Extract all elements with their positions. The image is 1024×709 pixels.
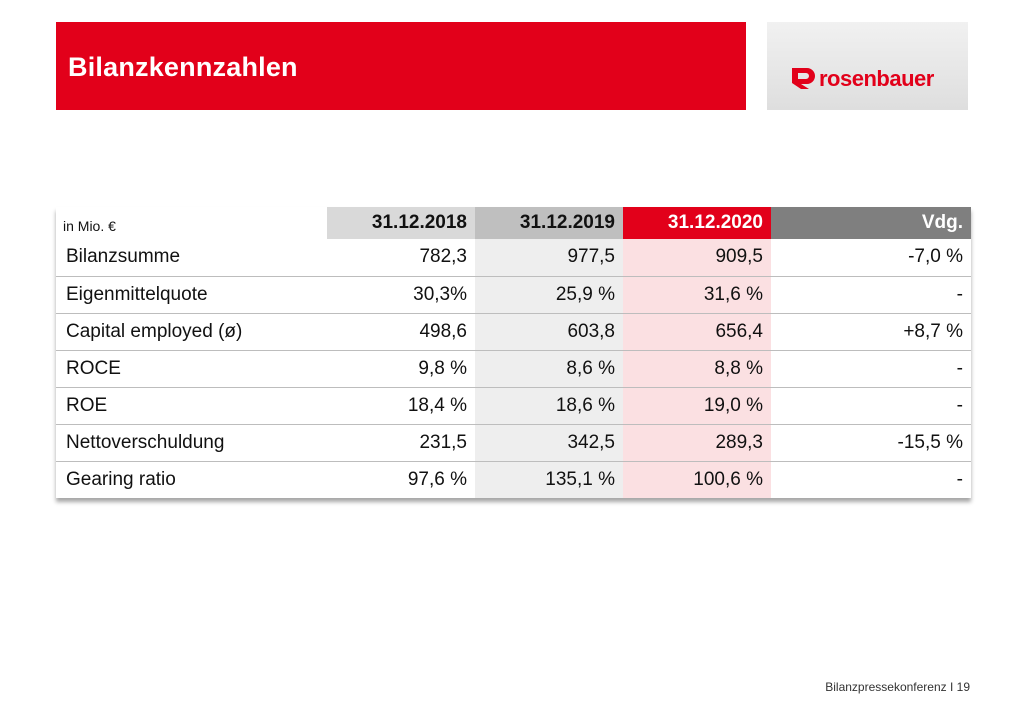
cell-change: -7,0 % — [771, 239, 971, 276]
table-row — [56, 276, 971, 313]
cell-2019: 18,6 % — [475, 387, 623, 424]
column-header-2020: 31.12.2020 — [623, 207, 771, 239]
cell-change: - — [771, 461, 971, 498]
row-label: Capital employed (ø) — [56, 313, 327, 350]
unit-label: in Mio. € — [56, 207, 327, 239]
cell-change: - — [771, 350, 971, 387]
cell-2020: 289,3 — [623, 424, 771, 461]
cell-2018: 9,8 % — [327, 350, 475, 387]
rosenbauer-logo-icon — [789, 66, 817, 90]
cell-2020: 656,4 — [623, 313, 771, 350]
page-title: Bilanzkennzahlen — [68, 52, 298, 82]
cell-2018: 97,6 % — [327, 461, 475, 498]
cell-2020: 8,8 % — [623, 350, 771, 387]
row-label: Bilanzsumme — [56, 239, 327, 276]
table-row — [56, 313, 971, 350]
row-label: Nettoverschuldung — [56, 424, 327, 461]
cell-2018: 498,6 — [327, 313, 475, 350]
cell-change: +8,7 % — [771, 313, 971, 350]
footer-page-number: Bilanzpressekonferenz I 19 — [825, 680, 970, 694]
row-label: ROCE — [56, 350, 327, 387]
cell-2018: 18,4 % — [327, 387, 475, 424]
table-row — [56, 350, 971, 387]
table-row — [56, 424, 971, 461]
title-bar — [56, 22, 746, 110]
cell-2019: 25,9 % — [475, 276, 623, 313]
cell-2019: 342,5 — [475, 424, 623, 461]
cell-2019: 603,8 — [475, 313, 623, 350]
cell-2018: 782,3 — [327, 239, 475, 276]
column-header-2019: 31.12.2019 — [475, 207, 623, 239]
table-row — [56, 387, 971, 424]
cell-2019: 977,5 — [475, 239, 623, 276]
balance-sheet-table — [56, 207, 971, 498]
cell-2019: 135,1 % — [475, 461, 623, 498]
logo-wordmark: rosenbauer — [819, 66, 934, 91]
column-header-change: Vdg. — [771, 207, 971, 239]
cell-change: - — [771, 276, 971, 313]
cell-2018: 231,5 — [327, 424, 475, 461]
column-header-2018: 31.12.2018 — [327, 207, 475, 239]
table-row — [56, 461, 971, 498]
cell-2019: 8,6 % — [475, 350, 623, 387]
table-header-row — [56, 207, 971, 239]
cell-2018: 30,3% — [327, 276, 475, 313]
logo — [767, 22, 968, 110]
cell-change: -15,5 % — [771, 424, 971, 461]
row-label: Eigenmittelquote — [56, 276, 327, 313]
cell-2020: 31,6 % — [623, 276, 771, 313]
cell-change: - — [771, 387, 971, 424]
cell-2020: 909,5 — [623, 239, 771, 276]
table-row — [56, 239, 971, 276]
row-label: Gearing ratio — [56, 461, 327, 498]
cell-2020: 19,0 % — [623, 387, 771, 424]
cell-2020: 100,6 % — [623, 461, 771, 498]
row-label: ROE — [56, 387, 327, 424]
